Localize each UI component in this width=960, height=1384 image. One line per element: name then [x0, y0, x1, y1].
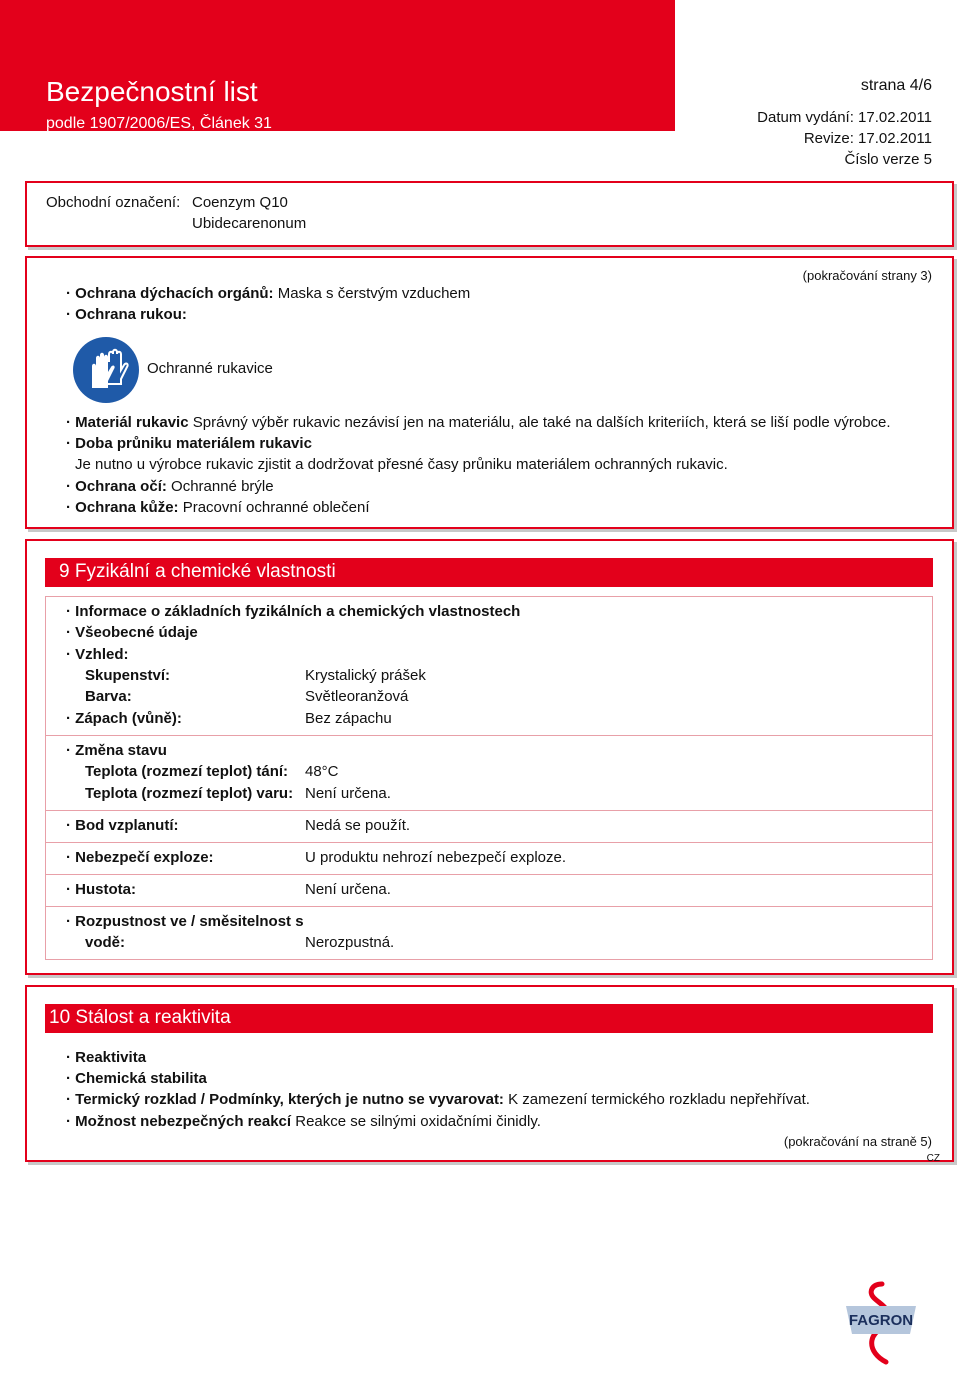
skin-protection-label: · Ochrana kůže:	[66, 499, 179, 516]
header-banner	[0, 0, 675, 131]
hazardous-reactions-value: Reakce se silnými oxidačními činidly.	[291, 1113, 541, 1130]
eye-protection-value: Ochranné brýle	[166, 478, 274, 495]
trade-name-value: Coenzym Q10	[192, 194, 288, 211]
explosion-hazard-value: U produktu nehrozí nebezpečí exploze.	[305, 849, 566, 866]
revision-date: Revize: 17.02.2011	[803, 130, 932, 147]
basic-properties-info: · Informace o základních fyzikálních a chemických vlastnostech	[66, 603, 521, 620]
logo-text: FAGRON	[848, 1312, 914, 1329]
hand-protection-label: · Ochrana rukou:	[66, 306, 187, 323]
thermal-decomposition	[66, 1089, 810, 1110]
skin-protection	[66, 497, 370, 518]
continuation-to: (pokračování na straně 5)	[783, 1134, 932, 1149]
version-number: Číslo verze 5	[844, 151, 932, 168]
trade-name-box	[25, 181, 954, 247]
table-separator	[45, 874, 933, 875]
hazardous-reactions	[66, 1111, 541, 1132]
melting-point-label: Teplota (rozmezí teplot) tání:	[85, 763, 289, 780]
solubility-label-water: vodě:	[85, 934, 126, 951]
glove-penetration-label: · Doba průniku materiálem rukavic	[66, 435, 312, 452]
trade-name-value-latin: Ubidecarenonum	[192, 215, 307, 232]
form-label: Skupenství:	[85, 667, 171, 684]
glove-material-label: · Materiál rukavic	[66, 414, 189, 431]
respiratory-protection	[66, 283, 470, 304]
solubility-label: · Rozpustnost ve / směsitelnost s	[66, 913, 304, 930]
solubility-value: Nerozpustná.	[305, 934, 395, 951]
flash-point-label: · Bod vzplanutí:	[66, 817, 179, 834]
flash-point-value: Nedá se použít.	[305, 817, 411, 834]
trade-name-label: Obchodní označení:	[46, 194, 181, 211]
continuation-from: (pokračování strany 3)	[802, 268, 932, 283]
hazardous-reactions-label: · Možnost nebezpečných reakcí	[66, 1113, 292, 1130]
thermal-decomposition-value: K zamezení termického rozkladu nepřehřívat.	[503, 1091, 810, 1108]
state-change-label: · Změna stavu	[66, 742, 167, 759]
table-separator	[45, 906, 933, 907]
melting-point-value: 48°C	[305, 763, 339, 780]
page-number: strana 4/6	[860, 77, 932, 94]
boiling-point-value: Není určena.	[305, 785, 391, 802]
form-value: Krystalický prášek	[305, 667, 426, 684]
glove-penetration-value: Je nutno u výrobce rukavic zjistit a dodržovat přesné časy průniku materiálem ochranných rukavic.	[75, 456, 728, 473]
section10-heading: 10 Stálost a reaktivita	[45, 1004, 933, 1033]
country-code: CZ	[926, 1153, 940, 1164]
reactivity-label: · Reaktivita	[66, 1049, 147, 1066]
fagron-logo-icon	[838, 1278, 924, 1368]
glove-material	[66, 412, 891, 433]
density-value: Není určena.	[305, 881, 391, 898]
document-title: Bezpečnostní list	[46, 76, 258, 107]
chemical-stability-label: · Chemická stabilita	[66, 1070, 207, 1087]
general-info: · Všeobecné údaje	[66, 624, 198, 641]
section9-heading: 9 Fyzikální a chemické vlastnosti	[45, 558, 933, 587]
table-separator	[45, 842, 933, 843]
respiratory-label: · Ochrana dýchacích orgánů:	[66, 285, 274, 302]
glove-caption: Ochranné rukavice	[147, 360, 273, 377]
odour-value: Bez zápachu	[305, 710, 392, 727]
protective-gloves-icon	[72, 336, 140, 404]
color-value: Světleoranžová	[305, 688, 409, 705]
skin-protection-value: Pracovní ochranné oblečení	[178, 499, 370, 516]
table-separator	[45, 810, 933, 811]
color-label: Barva:	[85, 688, 132, 705]
eye-protection-label: · Ochrana očí:	[66, 478, 167, 495]
issue-date: Datum vydání: 17.02.2011	[757, 109, 932, 126]
table-separator	[45, 735, 933, 736]
eye-protection	[66, 476, 274, 497]
appearance-label: · Vzhled:	[66, 646, 129, 663]
density-label: · Hustota:	[66, 881, 136, 898]
glove-material-value: Správný výběr rukavic nezávisí jen na materiálu, ale také na dalších kriteriích, která se liší podle výrobce.	[188, 414, 891, 431]
respiratory-value: Maska s čerstvým vzduchem	[273, 285, 471, 302]
explosion-hazard-label: · Nebezpečí exploze:	[66, 849, 214, 866]
odour-label: · Zápach (vůně):	[66, 710, 182, 727]
boiling-point-label: Teplota (rozmezí teplot) varu:	[85, 785, 294, 802]
thermal-decomposition-label: · Termický rozklad / Podmínky, kterých je nutno se vyvarovat:	[66, 1091, 504, 1108]
document-subtitle: podle 1907/2006/ES, Článek 31	[46, 115, 272, 132]
